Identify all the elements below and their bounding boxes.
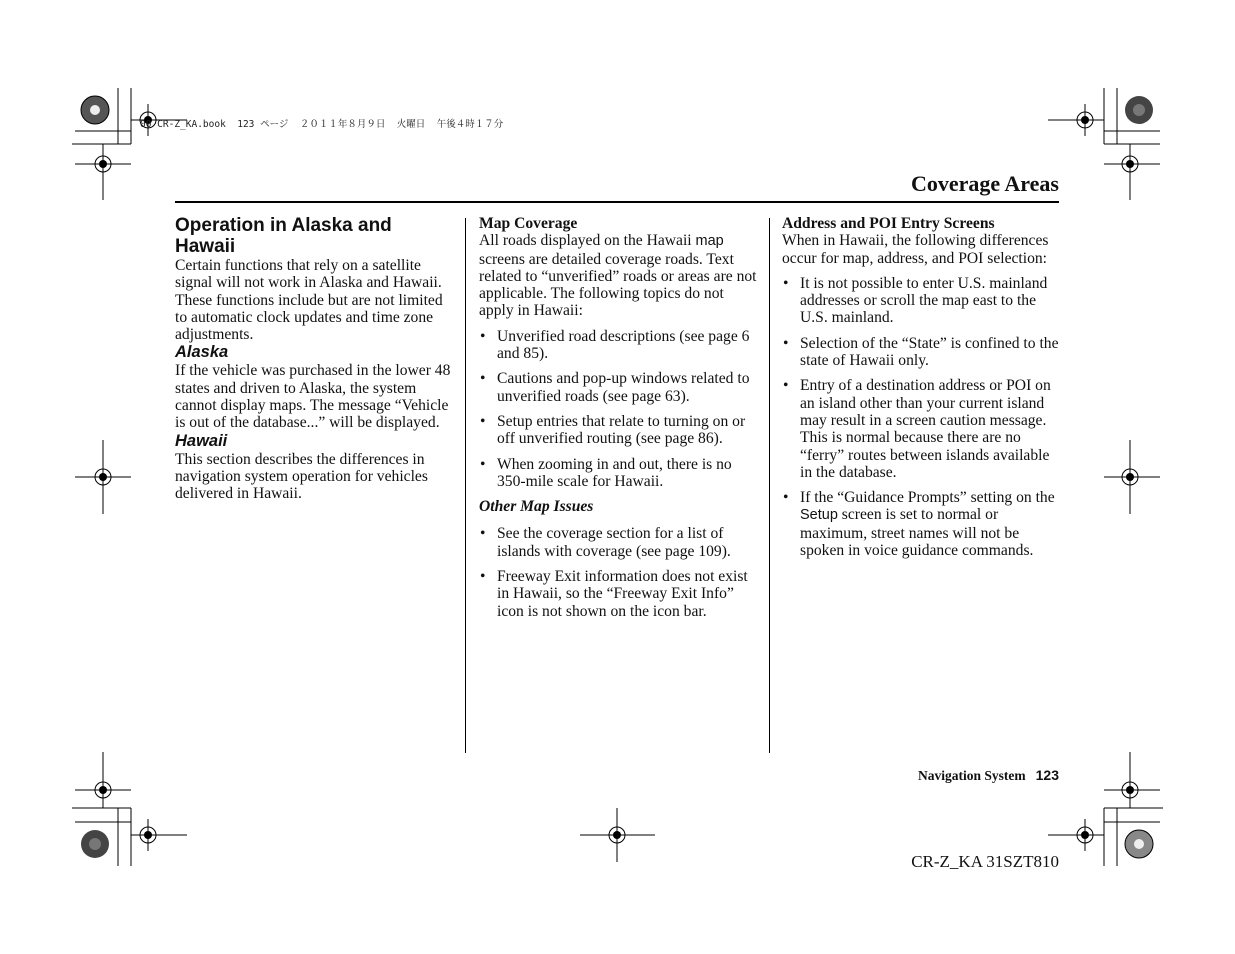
last-bullet-text-a: If the “Guidance Prompts” setting on the bbox=[800, 489, 1055, 507]
page-number: 123 bbox=[1035, 767, 1059, 783]
header-rule bbox=[175, 201, 1059, 203]
list-item: • Freeway Exit information does not exist in Hawaii, so the “Freeway Exit Info” icon is not shown on the icon bar. bbox=[479, 568, 757, 620]
column-2 bbox=[479, 215, 757, 628]
map-coverage-heading: Map Coverage bbox=[479, 215, 578, 232]
column-divider-2 bbox=[769, 218, 770, 753]
starburst-bottom-left-icon bbox=[81, 830, 109, 858]
hawaii-heading: Hawaii bbox=[175, 431, 228, 450]
section-heading: Operation in Alaska and Hawaii bbox=[175, 215, 392, 257]
list-item: • Cautions and pop-up windows related to unverified roads (see page 63). bbox=[479, 370, 757, 405]
setup-term: Setup bbox=[800, 507, 838, 524]
hawaii-paragraph: This section describes the differences in navigation system operation for vehicles delivered in Hawaii. bbox=[175, 450, 428, 503]
list-item: • Setup entries that relate to turning on or off unverified routing (see page 86). bbox=[479, 413, 757, 448]
address-poi-intro: When in Hawaii, the following differences occur for map, address, and POI selection: bbox=[782, 232, 1049, 267]
list-item: • Selection of the “State” is confined to the state of Hawaii only. bbox=[782, 335, 1060, 370]
intro-paragraph: Certain functions that rely on a satellite signal will not work in Alaska and Hawaii. These functions include but are not limited to automatic clock updates and time zone adjustments. bbox=[175, 257, 443, 344]
intro-text-a: All roads displayed on the Hawaii bbox=[479, 232, 696, 250]
list-item: • It is not possible to enter U.S. mainland addresses or scroll the map east to the U.S. mainland. bbox=[782, 275, 1060, 327]
intro-text-b: screens are detailed coverage roads. Text related to “unverified” roads or areas are not applicable. The following topics do not apply in Hawaii: bbox=[479, 250, 757, 320]
alaska-heading: Alaska bbox=[175, 343, 229, 362]
page-title: Coverage Areas bbox=[910, 171, 1059, 196]
address-poi-list bbox=[782, 275, 1060, 559]
starburst-top-right-icon bbox=[1125, 96, 1153, 124]
map-term: map bbox=[695, 233, 724, 250]
other-map-issues-list bbox=[479, 525, 757, 619]
alaska-paragraph: If the vehicle was purchased in the lower 48 states and driven to Alaska, the system cannot display maps. The message “Vehicle is out of the database...” will be displayed. bbox=[175, 362, 451, 432]
starburst-bottom-right-icon bbox=[1125, 830, 1153, 858]
column-1 bbox=[175, 215, 453, 503]
other-map-issues-heading: Other Map Issues bbox=[479, 498, 594, 516]
print-slug: 00 CR-Z_KA.book 123 ページ ２０１１年８月９日 火曜日 午後４時１７分 bbox=[140, 119, 504, 130]
footer-section: Navigation System bbox=[918, 768, 1026, 783]
column-3 bbox=[782, 215, 1060, 567]
starburst-top-left-icon bbox=[81, 96, 109, 124]
address-poi-heading: Address and POI Entry Screens bbox=[782, 215, 995, 232]
last-bullet-text-b: screen is set to normal or maximum, street names will not be spoken in voice guidance commands. bbox=[800, 506, 1034, 560]
column-divider-1 bbox=[465, 218, 466, 753]
list-item: • See the coverage section for a list of islands with coverage (see page 109). bbox=[479, 525, 757, 560]
document-code: CR-Z_KA 31SZT810 bbox=[911, 852, 1059, 871]
map-coverage-intro bbox=[479, 232, 757, 319]
list-item: • Entry of a destination address or POI on an island other than your current island may result in a screen caution message. This is normal because there are no “ferry” routes between islands available in the database. bbox=[782, 377, 1060, 481]
list-item: • Unverified road descriptions (see page 6 and 85). bbox=[479, 328, 757, 363]
map-coverage-list bbox=[479, 328, 757, 490]
list-item bbox=[782, 489, 1060, 559]
page-footer bbox=[918, 767, 1059, 784]
list-item: • When zooming in and out, there is no 350-mile scale for Hawaii. bbox=[479, 456, 757, 491]
